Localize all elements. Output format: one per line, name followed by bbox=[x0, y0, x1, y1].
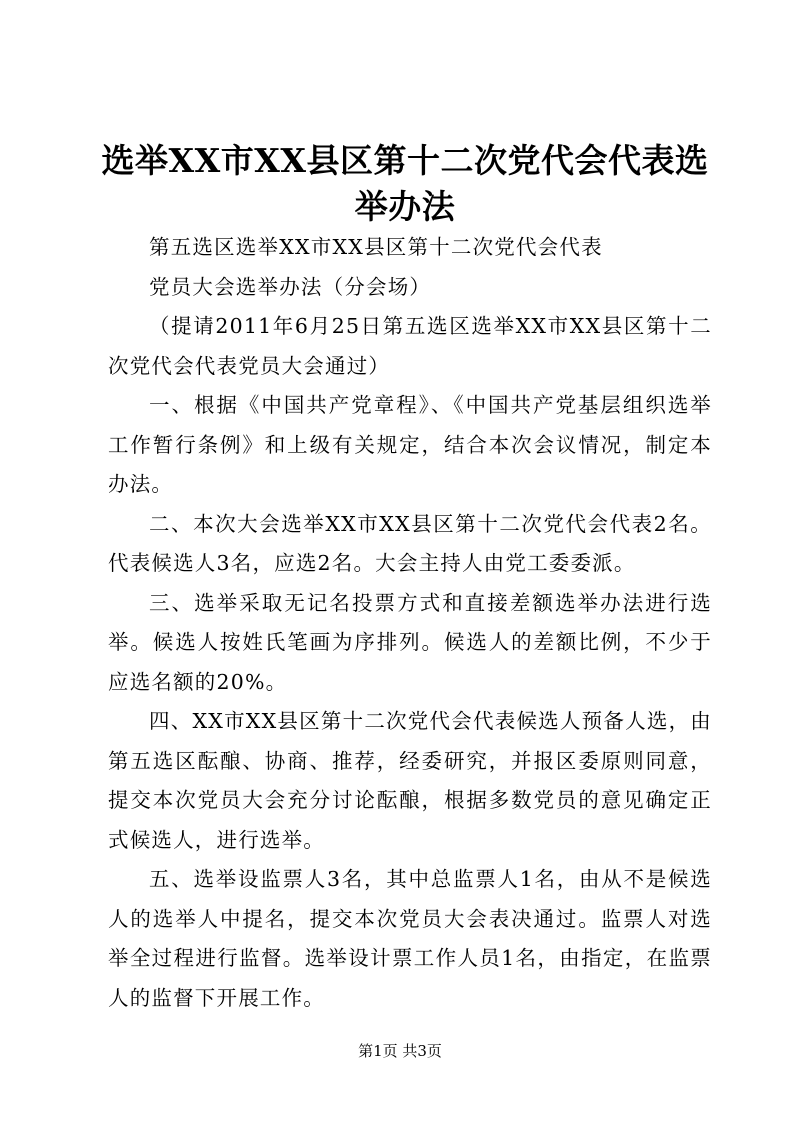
paragraph-article-5: 五、选举设监票人3名，其中总监票人1名，由从不是候选人的选举人中提名，提交本次党员大会表决通过。监票人对选举全过程进行监督。选举设计票工作人员1名，由指定，在监票人的监督下开展工作。 bbox=[108, 867, 712, 1010]
paragraph-subtitle-1: 第五选区选举XX市XX县区第十二次党代会代表 bbox=[149, 235, 603, 259]
paragraph-article-4: 四、XX市XX县区第十二次党代会代表候选人预备人选，由第五选区酝酿、协商、推荐，经委研究，并报区委原则同意，提交本次党员大会充分讨论酝酿，根据多数党员的意见确定正式候选人，进行选举。 bbox=[108, 709, 712, 852]
page-number-footer: 第1页 共3页 bbox=[358, 1042, 442, 1060]
paragraph-article-1: 一、根据《中国共产党章程》、《中国共产党基层组织选举工作暂行条例》和上级有关规定，结合本次会议情况，制定本办法。 bbox=[108, 393, 712, 496]
paragraph-submission-note: （提请2011年6月25日第五选区选举XX市XX县区第十二次党代会代表党员大会通过） bbox=[108, 314, 712, 378]
paragraph-article-2: 二、本次大会选举XX市XX县区第十二次党代会代表2名。代表候选人3名，应选2名。大会主持人由党工委委派。 bbox=[108, 511, 712, 575]
paragraph-subtitle-2: 党员大会选举办法（分会场） bbox=[149, 274, 432, 299]
document-title: 选举XX市XX县区第十二次党代会代表选举办法 bbox=[101, 141, 709, 226]
paragraph-article-3: 三、选举采取无记名投票方式和直接差额选举办法进行选举。候选人按姓氏笔画为序排列。候选人的差额比例，不少于应选名额的20%。 bbox=[108, 590, 712, 694]
document-body bbox=[108, 228, 712, 1018]
